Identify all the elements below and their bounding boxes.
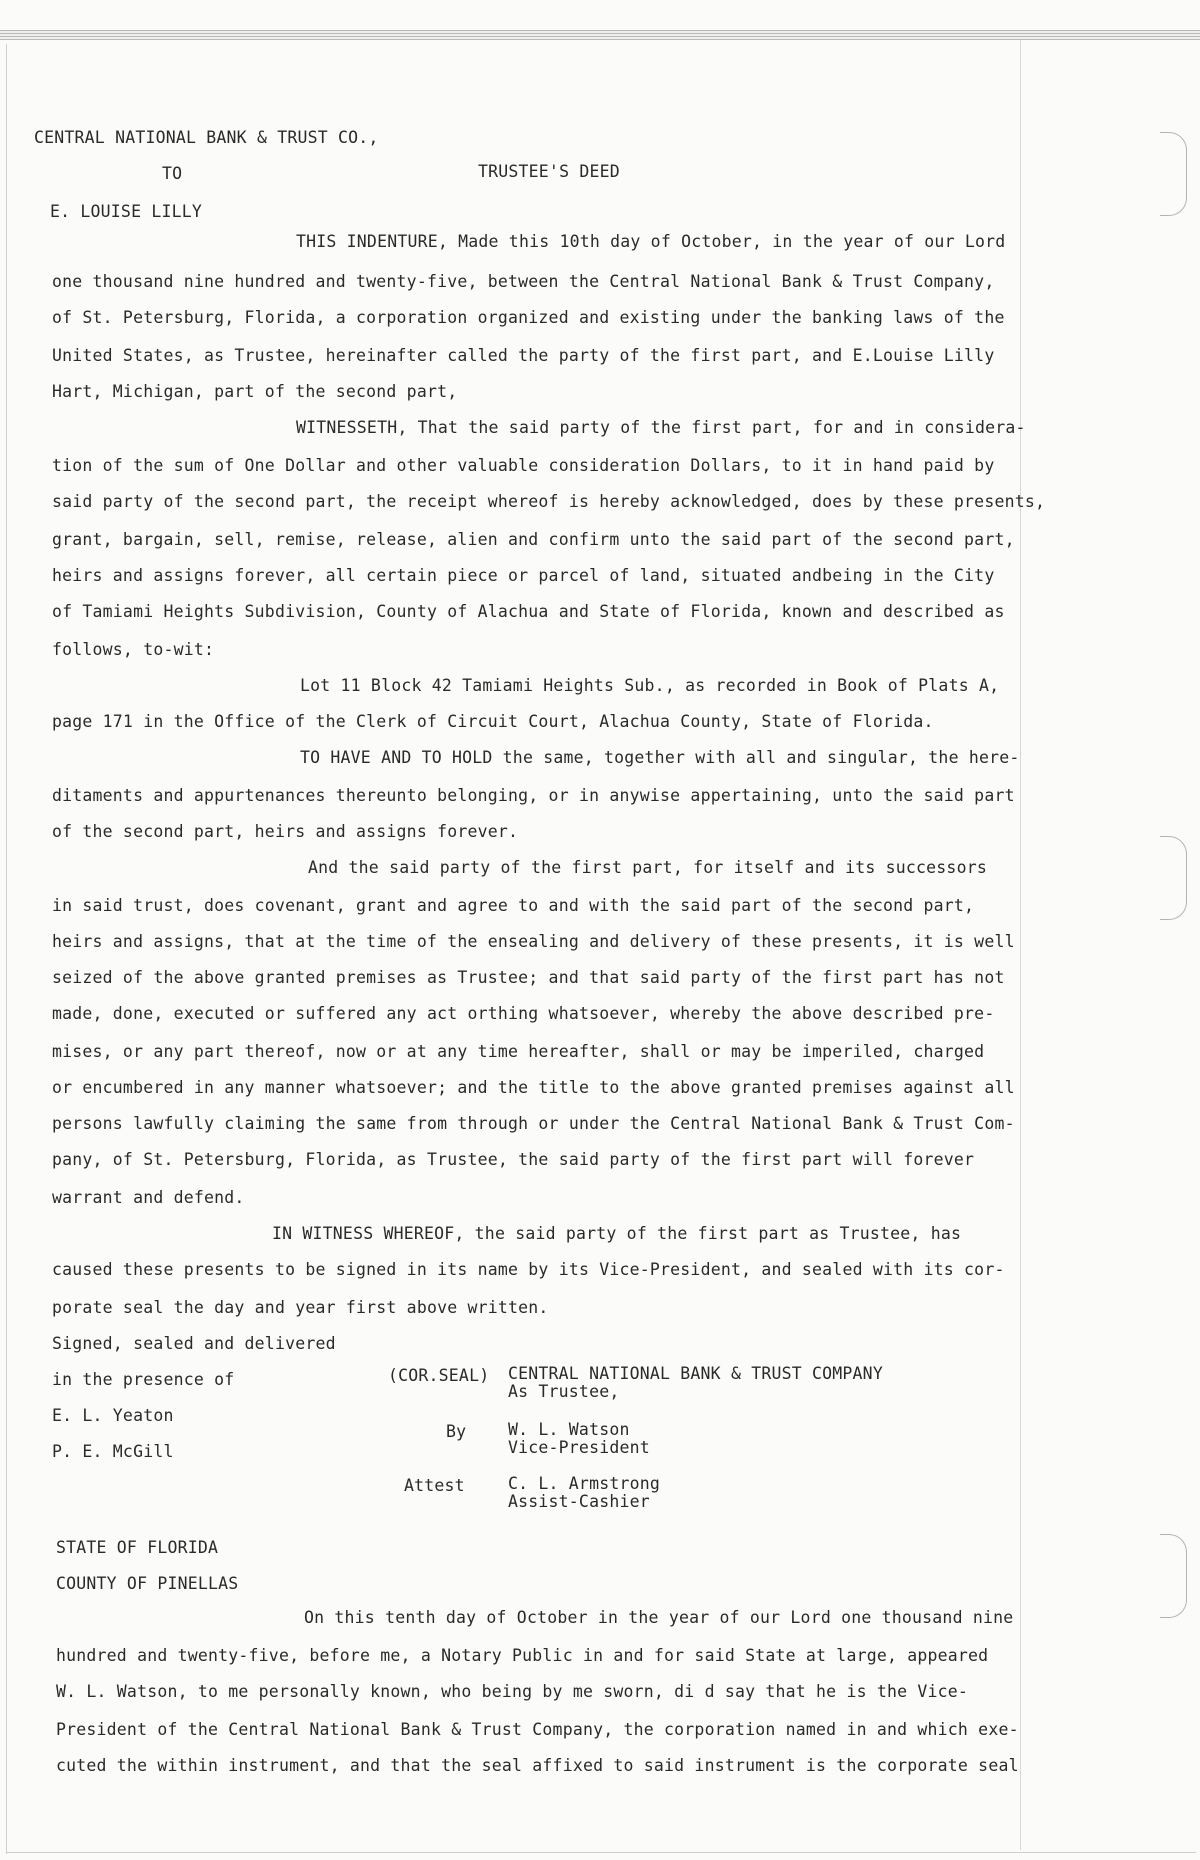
body-line: ditaments and appurtenances thereunto belonging, or in anywise appertaining, unto the said part bbox=[52, 786, 1015, 805]
body-line: And the said party of the first part, for itself and its successors bbox=[308, 858, 987, 877]
bank-name-signature: CENTRAL NATIONAL BANK & TRUST COMPANY bbox=[508, 1364, 883, 1383]
body-line: IN WITNESS WHEREOF, the said party of the first part as Trustee, has bbox=[272, 1224, 962, 1243]
attester-title: Assist-Cashier bbox=[508, 1492, 650, 1511]
body-line: THIS INDENTURE, Made this 10th day of October, in the year of our Lord bbox=[296, 232, 1006, 251]
binder-hole-middle bbox=[1160, 836, 1187, 920]
body-line: TO HAVE AND TO HOLD the same, together with all and singular, the here- bbox=[300, 748, 1020, 767]
signer-name: W. L. Watson bbox=[508, 1420, 630, 1439]
body-line: of Tamiami Heights Subdivision, County of Alachua and State of Florida, known and described as bbox=[52, 602, 1005, 621]
body-line: persons lawfully claiming the same from through or under the Central National Bank & Trust Com- bbox=[52, 1114, 1015, 1133]
signed-sealed-line: Signed, sealed and delivered bbox=[52, 1334, 336, 1353]
acknowledgment-county: COUNTY OF PINELLAS bbox=[56, 1574, 239, 1593]
body-line: said party of the second part, the receipt whereof is hereby acknowledged, does by these presents, bbox=[52, 492, 1046, 511]
witness-name: E. L. Yeaton bbox=[52, 1406, 174, 1425]
body-line: one thousand nine hundred and twenty-five, between the Central National Bank & Trust Company, bbox=[52, 272, 995, 291]
as-trustee-label: As Trustee, bbox=[508, 1382, 620, 1401]
body-line: of the second part, heirs and assigns forever. bbox=[52, 822, 519, 841]
left-margin-line bbox=[6, 44, 7, 1854]
body-line: made, done, executed or suffered any act orthing whatsoever, whereby the above described pre- bbox=[52, 1004, 995, 1023]
acknowledgment-state: STATE OF FLORIDA bbox=[56, 1538, 219, 1557]
binder-hole-bottom bbox=[1160, 1534, 1187, 1618]
body-line: porate seal the day and year first above written. bbox=[52, 1298, 549, 1317]
body-line: follows, to-wit: bbox=[52, 640, 215, 659]
witness-name: P. E. McGill bbox=[52, 1442, 174, 1461]
right-margin-line bbox=[1020, 40, 1021, 1850]
body-line: WITNESSETH, That the said party of the first part, for and in considera- bbox=[296, 418, 1026, 437]
by-label: By bbox=[446, 1422, 467, 1441]
body-line: tion of the sum of One Dollar and other valuable consideration Dollars, to it in hand paid by bbox=[52, 456, 995, 475]
body-line: or encumbered in any manner whatsoever; and the title to the above granted premises against all bbox=[52, 1078, 1015, 1097]
body-line: heirs and assigns forever, all certain piece or parcel of land, situated andbeing in the City bbox=[52, 566, 995, 585]
body-line: mises, or any part thereof, now or at any time hereafter, shall or may be imperiled, charged bbox=[52, 1042, 985, 1061]
acknowledgment-line: cuted the within instrument, and that the seal affixed to said instrument is the corporate seal bbox=[56, 1756, 1019, 1775]
grantor-heading: CENTRAL NATIONAL BANK & TRUST CO., bbox=[34, 128, 379, 147]
body-line: seized of the above granted premises as Trustee; and that said party of the first part has not bbox=[52, 968, 1005, 987]
property-description: Lot 11 Block 42 Tamiami Heights Sub., as recorded in Book of Plats A, bbox=[300, 676, 1000, 695]
body-line: caused these presents to be signed in its name by its Vice-President, and sealed with its cor- bbox=[52, 1260, 1005, 1279]
top-rule bbox=[0, 30, 1200, 40]
corporate-seal-label: (COR.SEAL) bbox=[388, 1366, 490, 1385]
body-line: in said trust, does covenant, grant and agree to and with the said part of the second part, bbox=[52, 896, 975, 915]
signer-title: Vice-President bbox=[508, 1438, 650, 1457]
document-title: TRUSTEE'S DEED bbox=[478, 162, 620, 181]
acknowledgment-line: On this tenth day of October in the year of our Lord one thousand nine bbox=[304, 1608, 1014, 1627]
body-line: pany, of St. Petersburg, Florida, as Trustee, the said party of the first part will forever bbox=[52, 1150, 975, 1169]
grantee-heading: E. LOUISE LILLY bbox=[50, 202, 203, 221]
body-line: of St. Petersburg, Florida, a corporation organized and existing under the banking laws of the bbox=[52, 308, 1005, 327]
acknowledgment-line: hundred and twenty-five, before me, a Notary Public in and for said State at large, appeared bbox=[56, 1646, 989, 1665]
acknowledgment-line: President of the Central National Bank & Trust Company, the corporation named in and which exe- bbox=[56, 1720, 1019, 1739]
presence-line: in the presence of bbox=[52, 1370, 235, 1389]
attest-label: Attest bbox=[404, 1476, 465, 1495]
acknowledgment-line: W. L. Watson, to me personally known, who being by me sworn, di d say that he is the Vice- bbox=[56, 1682, 969, 1701]
body-line: Hart, Michigan, part of the second part, bbox=[52, 382, 458, 401]
binder-hole-top bbox=[1160, 132, 1187, 216]
body-line: page 171 in the Office of the Clerk of Circuit Court, Alachua County, State of Florida. bbox=[52, 712, 934, 731]
body-line: warrant and defend. bbox=[52, 1188, 245, 1207]
to-label: TO bbox=[162, 164, 183, 183]
body-line: United States, as Trustee, hereinafter called the party of the first part, and E.Louise Lilly bbox=[52, 346, 995, 365]
attester-name: C. L. Armstrong bbox=[508, 1474, 661, 1493]
body-line: heirs and assigns, that at the time of the ensealing and delivery of these presents, it is well bbox=[52, 932, 1015, 951]
bottom-margin-line bbox=[6, 1852, 1196, 1853]
body-line: grant, bargain, sell, remise, release, alien and confirm unto the said part of the second part, bbox=[52, 530, 1015, 549]
